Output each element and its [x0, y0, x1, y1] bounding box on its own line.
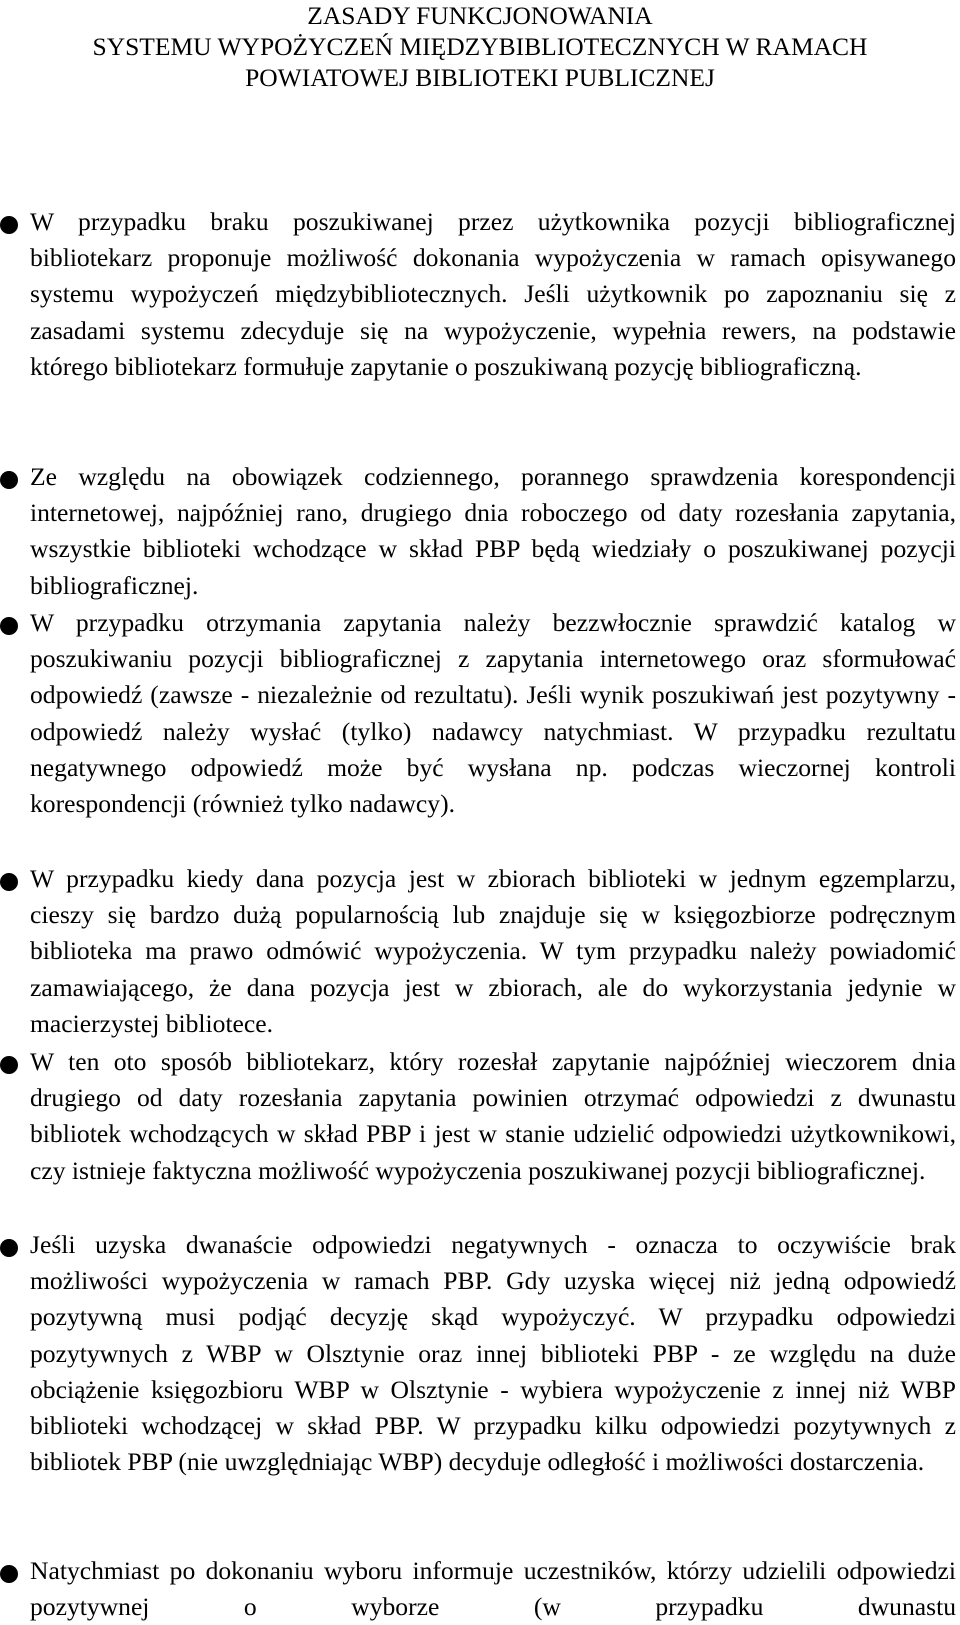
rule-text-7: Natychmiast po dokonaniu wyboru informuje uczestników, którzy udzielili odpowiedzi pozytywnej o wyborze (w przypadku dwunastu — [30, 1556, 956, 1622]
bullet-icon — [0, 1565, 18, 1583]
bullet-icon — [0, 617, 18, 635]
title-line-1: ZASADY FUNKCJONOWANIA — [307, 1, 653, 30]
title-line-3: POWIATOWEJ BIBLIOTEKI PUBLICZNEJ — [245, 63, 715, 92]
rule-text-4: W przypadku kiedy dana pozycja jest w zbiorach biblioteki w jednym egzemplarzu, cieszy się bardzo dużą popularnością lub znajduje się w księgozbiorze podręcznym biblioteka ma prawo odmówić wypożyczenia. W tym przypadku należy powiadomić zamawiającego, że dana pozycja jest w zbiorach, ale do wykorzystania jedynie w macierzystej bibliotece. — [30, 864, 956, 1038]
rule-text-5: W ten oto sposób bibliotekarz, który rozesłał zapytanie najpóźniej wieczorem dnia drugiego od daty rozesłania zapytania powinien otrzymać odpowiedzi z dwunastu bibliotek wchodzących w skład PBP i jest w stanie udzielić odpowiedzi użytkownikowi, czy istnieje faktyczna możliwość wypożyczenia poszukiwanej pozycji bibliograficznej. — [30, 1047, 956, 1185]
bullet-icon — [0, 471, 18, 489]
document-title — [0, 0, 960, 93]
rule-text-6: Jeśli uzyska dwanaście odpowiedzi negatywnych - oznacza to oczywiście brak możliwości wypożyczenia w ramach PBP. Gdy uzyska więcej niż jedną odpowiedź pozytywną musi podjąć decyzję skąd wypożyczyć. W przypadku odpowiedzi pozytywnych z WBP w Olsztynie oraz innej biblioteki PBP - ze względu na duże obciążenie księgozbioru WBP w Olsztynie - wybiera wypożyczenie z innej niż WBP biblioteki wchodzącej w skład PBP. W przypadku kilku odpowiedzi pozytywnych z bibliotek PBP (nie uwzględniając WBP) decyduje odległość i możliwości dostarczenia. — [30, 1230, 956, 1477]
rule-text-1: W przypadku braku poszukiwanej przez użytkownika pozycji bibliograficznej bibliotekarz proponuje możliwość dokonania wypożyczenia w ramach opisywanego systemu wypożyczeń międzybibliotecznych. Jeśli użytkownik po zapoznaniu się z zasadami systemu zdecyduje się na wypożyczenie, wypełnia rewers, na podstawie którego bibliotekarz formułuje zapytanie o poszukiwaną pozycję bibliograficzną. — [30, 207, 956, 381]
title-line-2: SYSTEMU WYPOŻYCZEŃ MIĘDZYBIBLIOTECZNYCH W RAMACH — [92, 32, 868, 61]
bullet-icon — [0, 216, 18, 234]
rule-text-2: Ze względu na obowiązek codziennego, porannego sprawdzenia korespondencji internetowej, najpóźniej rano, drugiego dnia roboczego od daty rozesłania zapytania, wszystkie biblioteki wchodzące w skład PBP będą wiedziały o poszukiwanej pozycji bibliograficznej. — [30, 462, 956, 600]
bullet-icon — [0, 1239, 18, 1257]
bullet-icon — [0, 1056, 18, 1074]
rule-text-3: W przypadku otrzymania zapytania należy bezzwłocznie sprawdzić katalog w poszukiwaniu pozycji bibliograficznej z zapytania internetowego oraz sformułować odpowiedź (zawsze - niezależnie od rezultatu). Jeśli wynik poszukiwań jest pozytywny - odpowiedź należy wysłać (tylko) nadawcy natychmiast. W przypadku rezultatu negatywnego odpowiedź może być wysłana np. podczas wieczornej kontroli korespondencji (również tylko nadawcy). — [30, 608, 956, 819]
bullet-icon — [0, 873, 18, 891]
